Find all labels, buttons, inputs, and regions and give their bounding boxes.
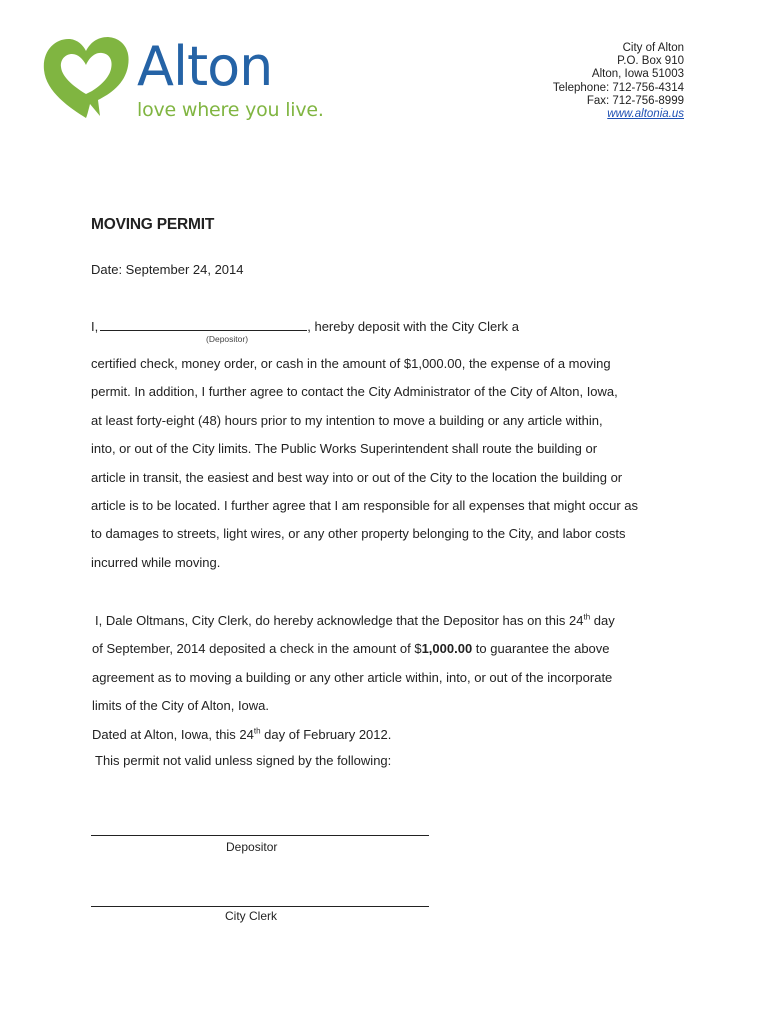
city-logo <box>40 32 340 128</box>
paragraph-line: article is to be located. I further agree that I am responsible for all expenses that might occur as <box>91 498 639 514</box>
paragraph-line: limits of the City of Alton, Iowa. <box>92 698 270 714</box>
depositor-signature-line[interactable] <box>91 835 429 836</box>
address-line-3: Alton, Iowa 51003 <box>591 68 684 81</box>
page-title: MOVING PERMIT <box>91 216 215 233</box>
deposit-cents: .00 <box>454 641 473 657</box>
fax-line: Fax: 712-756-8999 <box>586 94 684 107</box>
paragraph-line: certified check, money order, or cash in the amount of $1,000.00, the expense of a moving <box>91 356 611 371</box>
logo-tagline: love where you live. <box>137 99 324 121</box>
depositor-statement <box>91 318 519 334</box>
acknowledgement-paragraph <box>92 607 692 749</box>
depositor-caption: (Depositor) <box>206 334 249 344</box>
city-clerk-signature-line[interactable] <box>91 906 429 907</box>
deposit-text-end: to guarantee the above <box>472 641 610 657</box>
depositor-prefix: I, <box>91 319 99 334</box>
depositor-suffix: , hereby deposit with the City Clerk a <box>307 319 519 334</box>
validity-notice: This permit not valid unless signed by the following: <box>95 753 392 768</box>
terms-paragraph <box>91 350 691 577</box>
city-clerk-signature-label: City Clerk <box>225 909 278 923</box>
paragraph-line: into, or out of the City limits. The Public Works Superintendent shall route the building or <box>91 441 598 457</box>
paragraph-line <box>92 607 692 635</box>
paragraph-line: to damages to streets, light wires, or any other property belonging to the City, and labor costs <box>91 526 626 542</box>
paragraph-line: at least forty-eight (48) hours prior to my intention to move a building or any article within, <box>91 412 603 428</box>
paragraph-line: agreement as to moving a building or any other article within, into, or out of the incorporate <box>92 669 613 685</box>
paragraph-line <box>92 635 692 663</box>
paragraph-line <box>92 721 692 749</box>
depositor-signature-label: Depositor <box>226 840 278 854</box>
heart-logo-icon <box>40 32 132 124</box>
paragraph-line: permit. In addition, I further agree to contact the City Administrator of the City of Alton, Iowa, <box>91 384 618 400</box>
address-line-1: City of Alton <box>622 42 684 54</box>
permit-date: Date: September 24, 2014 <box>91 262 244 277</box>
ordinal-suffix: th <box>253 726 261 736</box>
ack-text-end: day <box>590 613 615 628</box>
dated-text: Dated at Alton, Iowa, this 24 <box>92 726 254 742</box>
ordinal-suffix: th <box>583 612 591 622</box>
deposit-amount: 1,000 <box>421 641 455 657</box>
paragraph-line: article in transit, the easiest and best way into or out of the City to the location the building or <box>91 469 623 485</box>
address-line-2: P.O. Box 910 <box>617 55 684 68</box>
website-link[interactable]: www.altonia.us <box>607 108 684 121</box>
deposit-text: of September, 2014 deposited a check in the amount of $ <box>92 641 422 657</box>
dated-text-end: day of February 2012. <box>260 726 392 742</box>
depositor-name-field[interactable] <box>100 318 307 331</box>
logo-wordmark: Alton <box>137 35 273 98</box>
ack-text: I, Dale Oltmans, City Clerk, do hereby acknowledge that the Depositor has on this 24 <box>95 613 584 628</box>
paragraph-line: incurred while moving. <box>91 554 221 570</box>
telephone-line: Telephone: 712-756-4314 <box>552 81 684 94</box>
city-address-block <box>553 42 684 121</box>
